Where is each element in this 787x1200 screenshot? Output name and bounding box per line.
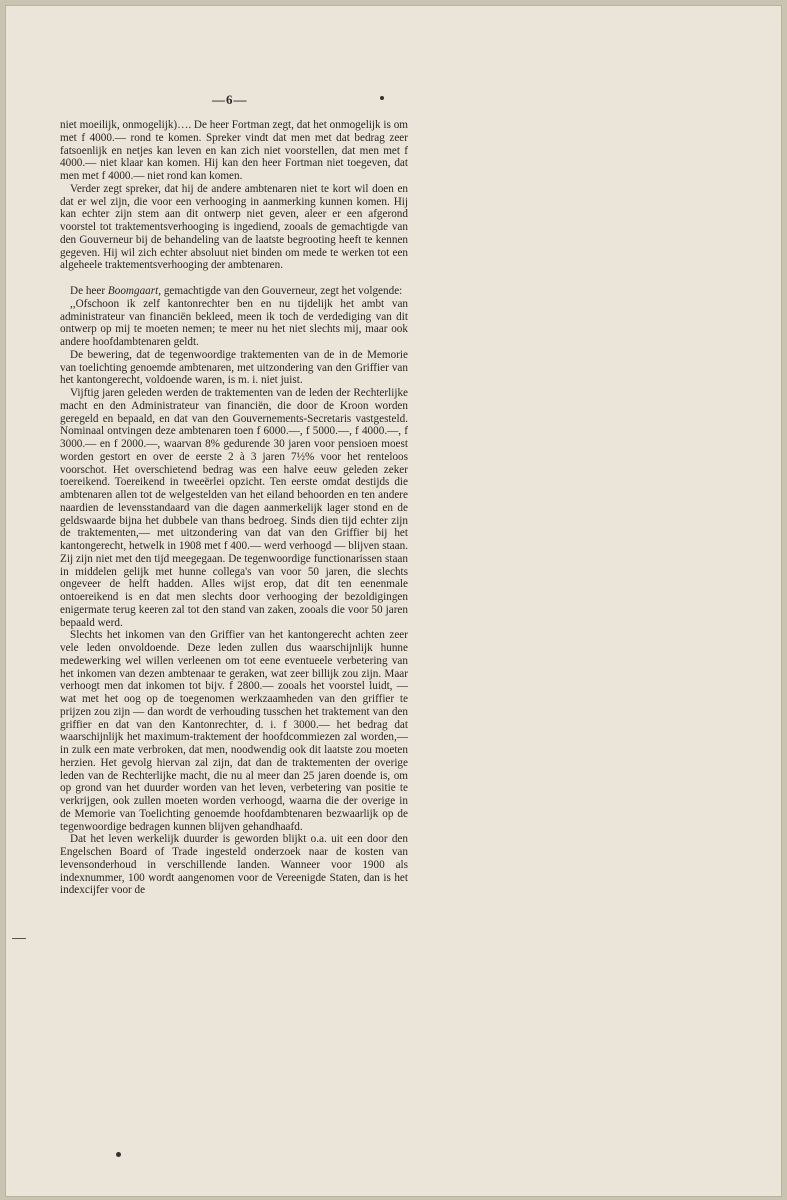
paragraph: niet moeilijk, onmogelijk)…. De heer Fortman zegt, dat het onmogelijk is om met f 4000.— rond te komen. Spreker vindt dat men met dat bedrag zeer fatsoenlijk en netjes kan leven en kan zich niet voorstellen, dat men met f 4000.— niet klaar kan komen. Hij kan den heer Fortman niet toegeven, dat men met f 4000.— niet rond kan komen. [60, 119, 408, 182]
paragraph: Verder zegt spreker, dat hij de andere ambtenaren niet te kort wil doen en dat er wel zijn, die voor een verhooging in aanmerking kunnen komen. Hij kan echter zijn stem aan dit ontwerp niet geven, aleer er een afgerond voorstel tot traktementsverhooging is ingediend, zooals de gemachtigde van den Gouverneur bij de behandeling van de laatste begrooting heeft te kennen gegeven. Hij wil zich echter absoluut niet binden om mede te werken tot een algeheele traktementsverhooging der ambtenaren. [60, 182, 408, 272]
paragraph: De bewering, dat de tegenwoordige traktementen van de in de Memorie van toelichting genoemde ambtenaren, met uitzondering van den Griffier van het kantongerecht, voldoende waren, is m. i. niet juist. [60, 348, 408, 387]
ink-speck [380, 96, 384, 100]
page-number: —6— [212, 92, 248, 107]
document-page [6, 6, 781, 1196]
speaker-name: Boomgaart, [107, 285, 162, 297]
body-text [60, 119, 408, 897]
speaker-role: gemachtigde van den Gouverneur, zegt het volgende: [161, 285, 403, 297]
paragraph: ,,Ofschoon ik zelf kantonrechter ben en nu tijdelijk het ambt van administrateur van financiën bekleed, meen ik toch de verdediging van dit ontwerp op mij te moeten nemen; te meer nu het niet slechts mij, maar ook andere hoofdambtenaren geldt. [60, 297, 408, 348]
ink-speck [116, 1152, 121, 1157]
paragraph: Dat het leven werkelijk duurder is geworden blijkt o.a. uit een door den Engelschen Board of Trade ingesteld onderzoek naar de kosten van levensonderhoud in verschillende landen. Wanneer voor 1900 als indexnummer, 100 wordt aangenomen voor de Vereenigde Staten, dan is het indexcijfer voor de [60, 833, 408, 897]
speaker-intro: De heer [70, 285, 108, 297]
paragraph: Vijftig jaren geleden werden de traktementen van de leden der Rechterlijke macht en den Administrateur van financiën, die door de Kroon worden geregeld en bepaald, en dat van den Gouvernements-Secretaris vastgesteld. Nominaal ontvingen deze ambtenaren toen f 6000.—, f 5000.—, f 4000.—, f 3000.— en f 2000.—, waarvan 8% gedurende 30 jaren voor pensioen moest worden gestort en over de eerste 2 à 3 jaren 7½% voor het renteloos voorschot. Het overschietend bedrag was een halve eeuw geleden zeker toereikend. Toereikend in tweeërlei opzicht. Ten eerste omdat destijds die ambtenaren allen tot de welgestelden van het eiland behoorden en ten andere naardien de levensstandaard van die dagen aanmerkelijk lager stond en de geldswaarde bijna het dubbele van thans bedroeg. Sinds dien tijd echter zijn de traktementen,— met uitzondering van dat van den Griffier bij het kantongerecht, hetwelk in 1908 met f 400.— werd verhoogd — blijven staan. Zij zijn niet met den tijd meegegaan. De tegenwoordige functionarissen staan in middelen gelijk met hunne collega's van voor 50 jaren, die slechts ongeveer de helft hadden. Alles wijst erop, dat dit ten eenenmale ontoereikend is en dat men slechts door verhooging der bezoldigingen enigermate terug keeren zal tot den stand van zaken, zooals die voor 50 jaren bepaald werd. [60, 387, 408, 629]
paragraph [60, 285, 408, 298]
paragraph: Slechts het inkomen van den Griffier van het kantongerecht achten zeer vele leden onvoldoende. Deze leden zullen dus waarschijnlijk hunne medewerking wel willen verleenen om tot eene eventueele verbetering van het inkomen van dezen ambtenaar te geraken, wat zeer billijk zou zijn. Maar verhoogt men dat inkomen tot bijv. f 2800.— zooals het voorstel luidt, — wat met het oog op de toegenomen werkzaamheden van den griffier te prijzen zou zijn — dan wordt de verhouding tusschen het traktement van den griffier en dat van den Kantonrechter, d. i. f 3000.— het bedrag dat waarschijnlijk het maximum-traktement der hoofdcommiezen zal worden,— in zulk een mate verbroken, dat men, noodwendig ook dit laatste zou moeten herzien. Het gevolg hiervan zal zijn, dat dan de traktementen der overige leden van de Rechterlijke macht, die nu al meer dan 25 jaren doende is, om op grond van het duurder worden van het leven, verbetering van positie te verkrijgen, ook zullen moeten worden verhoogd, waarna die der overige in de Memorie van Toelichting genoemde hoofdambtenaren bezwaarlijk op de tegenwoordige bedragen kunnen blijven gehandhaafd. [60, 629, 408, 833]
margin-mark [12, 938, 26, 939]
